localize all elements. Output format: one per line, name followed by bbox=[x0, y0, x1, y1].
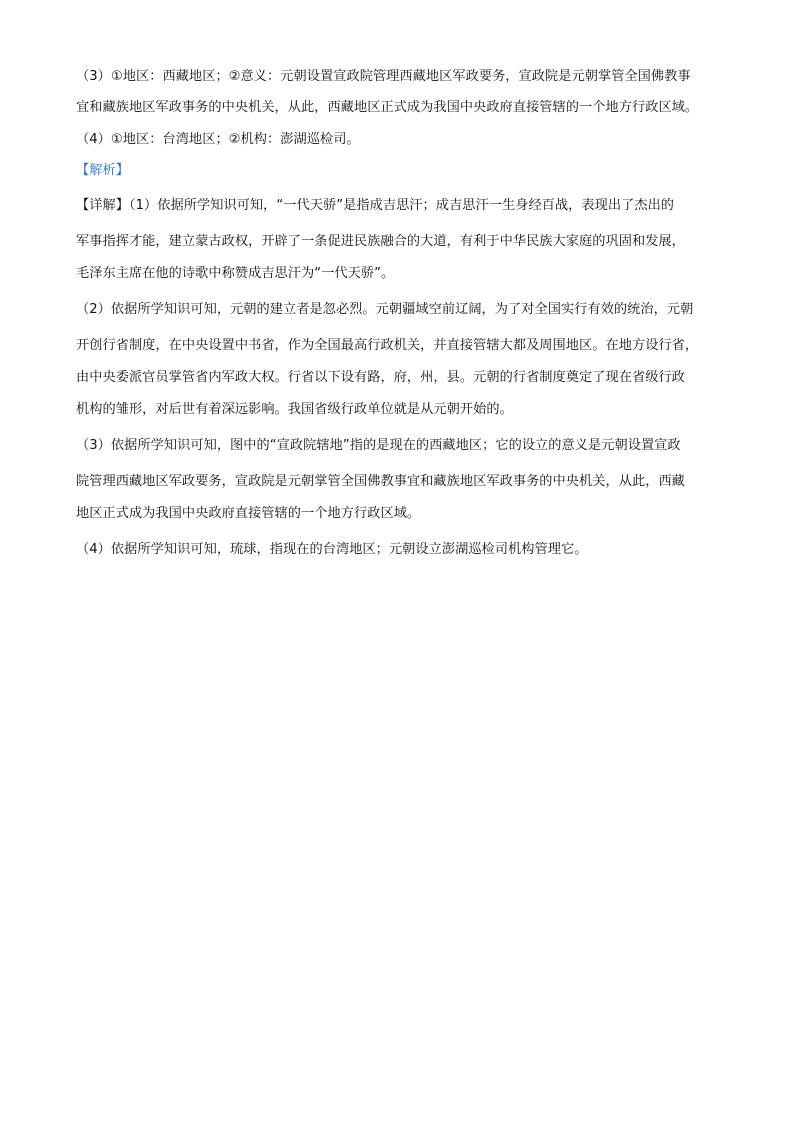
detail-paragraph-2-line-4: 机构的雏形，对后世有着深远影响。我国省级行政单位就是从元朝开始的。 bbox=[76, 402, 513, 417]
answer-item-3-line-1: （3）①地区：西藏地区；②意义：元朝设置宣政院管理西藏地区军政要务，宣政院是元朝掌管全国佛教事 bbox=[76, 69, 691, 84]
detail-paragraph-2-line-3: 由中央委派官员掌管省内军政大权。行省以下设有路，府，州，县。元朝的行省制度奠定了现在省级行政 bbox=[76, 370, 685, 385]
detail-paragraph-3-line-2: 院管理西藏地区军政要务，宣政院是元朝掌管全国佛教事宜和藏族地区军政事务的中央机关，从此，西藏 bbox=[76, 474, 685, 489]
detail-paragraph-1-line-3: 毛泽东主席在他的诗歌中称赞成吉思汗为“一代天骄”。 bbox=[76, 266, 395, 281]
detail-paragraph-2-line-1: （2）依据所学知识可知，元朝的建立者是忽必烈。元朝疆域空前辽阔，为了对全国实行有效的统治，元朝 bbox=[76, 302, 694, 317]
detail-paragraph-1-line-2: 军事指挥才能，建立蒙古政权，开辟了一条促进民族融合的大道，有利于中华民族大家庭的巩固和发展， bbox=[76, 234, 685, 249]
detail-paragraph-1-line-1: 【详解】（1）依据所学知识可知，“一代天骄”是指成吉思汗；成吉思汗一生身经百战，表现出了杰出的 bbox=[76, 198, 675, 213]
detail-paragraph-4-line-1: （4）依据所学知识可知，琉球，指现在的台湾地区；元朝设立澎湖巡检司机构管理它。 bbox=[76, 542, 588, 557]
detail-paragraph-2-line-2: 开创行省制度，在中央设置中书省，作为全国最高行政机关，并直接管辖大都及周围地区。在地方设行省， bbox=[76, 338, 699, 353]
detail-paragraph-3-line-1: （3）依据所学知识可知，图中的“宣政院辖地”指的是现在的西藏地区；它的设立的意义是元朝设置宣政 bbox=[76, 438, 681, 453]
analysis-heading: 【解析】 bbox=[76, 163, 129, 178]
answer-item-3-line-2: 宜和藏族地区军政事务的中央机关，从此，西藏地区正式成为我国中央政府直接管辖的一个地方行政区域。 bbox=[76, 100, 699, 115]
answer-item-4: （4）①地区：台湾地区；②机构：澎湖巡检司。 bbox=[76, 132, 360, 147]
detail-paragraph-3-line-3: 地区正式成为我国中央政府直接管辖的一个地方行政区域。 bbox=[76, 506, 421, 521]
